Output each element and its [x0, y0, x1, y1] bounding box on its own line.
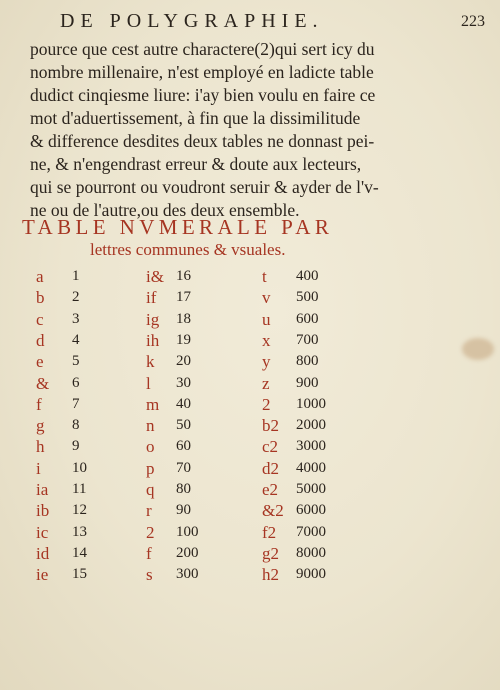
value-cell: 13	[72, 523, 87, 540]
text-line: ne, & n'engendrast erreur & doute aux lecteurs,	[30, 154, 362, 174]
value-cell: 400	[296, 268, 319, 284]
table-row	[0, 266, 500, 287]
letter-cell: t	[262, 267, 267, 286]
letter-cell: ih	[146, 330, 160, 350]
letter-cell: o	[146, 437, 155, 457]
value-cell: 200	[176, 544, 199, 561]
value-cell: 3000	[296, 438, 326, 455]
letter-cell: ie	[36, 565, 49, 585]
table-row	[0, 330, 500, 351]
table-subtitle: lettres communes & vsuales.	[90, 240, 286, 259]
value-cell: 11	[72, 481, 87, 497]
letter-cell: x	[262, 330, 271, 350]
table-row	[0, 309, 500, 330]
value-cell: 600	[296, 310, 319, 327]
value-cell: 8000	[296, 544, 326, 561]
value-cell: 5000	[296, 481, 326, 497]
text-line: pource que cest autre charactere(2)qui sert icy du	[30, 39, 375, 59]
running-head: DE POLYGRAPHIE.	[60, 10, 324, 32]
text-line: dudict cinqiesme liure: i'ay bien voulu en faire ce	[30, 85, 376, 105]
text-line: & difference desdites deux tables ne donnast pei-	[30, 131, 375, 151]
letter-cell: 2	[262, 394, 271, 414]
table-row	[0, 436, 500, 457]
value-cell: 100	[176, 523, 199, 540]
table-row	[0, 373, 500, 394]
value-cell: 14	[72, 544, 87, 561]
value-cell: 6	[72, 374, 80, 391]
page-number: 223	[461, 13, 485, 30]
value-cell: 7	[72, 395, 80, 412]
letter-cell: f	[36, 394, 42, 414]
value-cell: 15	[72, 566, 87, 583]
text-line: qui se pourront ou voudront seruir & ayder de l'v-	[30, 177, 379, 197]
value-cell: 18	[176, 310, 191, 327]
value-cell: 10	[72, 459, 87, 476]
letter-cell: f	[146, 543, 152, 563]
letter-cell: &	[36, 373, 50, 393]
letter-cell: d	[36, 330, 45, 350]
letter-cell: q	[146, 480, 155, 499]
value-cell: 17	[176, 289, 191, 306]
letter-cell: c	[36, 309, 44, 329]
letter-cell: i	[36, 458, 41, 478]
value-cell: 70	[176, 459, 191, 476]
letter-cell: m	[146, 394, 160, 414]
letter-cell: &2	[262, 501, 284, 521]
letter-cell: z	[262, 373, 270, 393]
value-cell: 500	[296, 289, 319, 306]
letter-cell: e2	[262, 480, 279, 499]
letter-cell: d2	[262, 458, 279, 478]
letter-cell: g2	[262, 543, 279, 563]
letter-cell: c2	[262, 437, 279, 457]
value-cell: 7000	[296, 523, 326, 540]
letter-cell: h	[36, 437, 45, 457]
value-cell: 19	[176, 331, 191, 348]
table-row	[0, 351, 500, 372]
letter-cell: v	[262, 288, 271, 308]
numeral-table	[0, 266, 500, 586]
value-cell: 16	[176, 268, 191, 284]
value-cell: 900	[296, 374, 319, 391]
value-cell: 300	[176, 566, 199, 583]
letter-cell: r	[146, 501, 152, 521]
letter-cell: n	[146, 416, 155, 436]
table-row	[0, 522, 500, 543]
letter-cell: ia	[36, 480, 49, 499]
letter-cell: ig	[146, 309, 160, 329]
table-row	[0, 543, 500, 564]
value-cell: 9	[72, 438, 80, 455]
letter-cell: p	[146, 458, 155, 478]
value-cell: 5	[72, 353, 80, 370]
letter-cell: 2	[146, 522, 155, 542]
value-cell: 3	[72, 310, 80, 327]
letter-cell: u	[262, 309, 271, 329]
value-cell: 12	[72, 502, 87, 519]
letter-cell: b	[36, 288, 45, 308]
letter-cell: y	[262, 352, 271, 372]
value-cell: 1	[72, 268, 80, 284]
value-cell: 4000	[296, 459, 326, 476]
value-cell: 8	[72, 417, 80, 434]
table-row	[0, 415, 500, 436]
body-paragraph	[30, 38, 485, 222]
table-row	[0, 458, 500, 479]
page-header	[40, 10, 485, 34]
table-title: TABLE NVMERALE PAR	[22, 215, 334, 239]
letter-cell: e	[36, 352, 44, 372]
text-line: nombre millenaire, n'est employé en ladicte table	[30, 62, 374, 82]
letter-cell: l	[146, 373, 151, 393]
value-cell: 9000	[296, 566, 326, 583]
letter-cell: h2	[262, 565, 279, 585]
value-cell: 90	[176, 502, 191, 519]
value-cell: 1000	[296, 395, 326, 412]
letter-cell: b2	[262, 416, 279, 436]
table-row	[0, 287, 500, 308]
value-cell: 6000	[296, 502, 326, 519]
table-row	[0, 479, 500, 500]
value-cell: 30	[176, 374, 191, 391]
letter-cell: s	[146, 565, 153, 585]
value-cell: 60	[176, 438, 191, 455]
value-cell: 20	[176, 353, 191, 370]
letter-cell: i&	[146, 267, 164, 286]
table-row	[0, 564, 500, 585]
letter-cell: g	[36, 416, 45, 436]
letter-cell: k	[146, 352, 155, 372]
letter-cell: ic	[36, 522, 49, 542]
value-cell: 80	[176, 481, 191, 497]
value-cell: 40	[176, 395, 191, 412]
value-cell: 4	[72, 331, 80, 348]
letter-cell: if	[146, 288, 157, 308]
value-cell: 2000	[296, 417, 326, 434]
value-cell: 2	[72, 289, 80, 306]
value-cell: 800	[296, 353, 319, 370]
table-row	[0, 500, 500, 521]
letter-cell: f2	[262, 522, 277, 542]
letter-cell: ib	[36, 501, 50, 521]
text-line: mot d'aduertissement, à fin que la dissimilitude	[30, 108, 361, 128]
text-line: ne ou de l'autre,ou des deux ensemble.	[30, 200, 300, 220]
table-row	[0, 394, 500, 415]
letter-cell: id	[36, 543, 50, 563]
letter-cell: a	[36, 267, 44, 286]
value-cell: 700	[296, 331, 319, 348]
value-cell: 50	[176, 417, 191, 434]
